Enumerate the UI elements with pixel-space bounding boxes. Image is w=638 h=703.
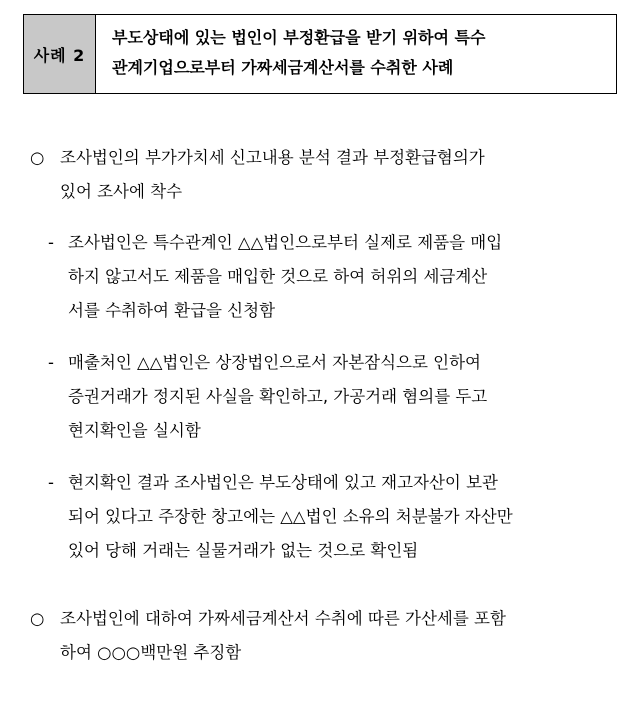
bullet-item <box>30 602 506 670</box>
sub-item <box>48 226 502 328</box>
bullet-line: 하여 ○○○백만원 추징함 <box>60 643 242 662</box>
sub-item-line: 증권거래가 정지된 사실을 확인하고, 가공거래 혐의를 두고 <box>68 387 488 406</box>
sub-item <box>48 466 513 568</box>
case-label: 사례 2 <box>24 15 96 93</box>
sub-item-line: 있어 당해 거래는 실물거래가 없는 것으로 확인됨 <box>68 541 419 560</box>
dash-bullet-icon: - <box>48 353 54 372</box>
bullet-line: 있어 조사에 착수 <box>60 182 183 201</box>
dash-bullet-icon: - <box>48 473 54 492</box>
sub-item-line: 하지 않고서도 제품을 매입한 것으로 하여 허위의 세금계산 <box>68 267 488 286</box>
circle-bullet-icon: ○ <box>30 609 45 628</box>
sub-item-line: 매출처인 △△법인은 상장법인으로서 자본잠식으로 인하여 <box>68 353 481 372</box>
sub-item-line: 현지확인을 실시함 <box>68 421 201 440</box>
bullet-line: 조사법인에 대하여 가짜세금계산서 수취에 따른 가산세를 포함 <box>60 609 506 628</box>
case-title-line: 부도상태에 있는 법인이 부정환급을 받기 위하여 특수 <box>112 28 486 47</box>
bullet-line: 조사법인의 부가가치세 신고내용 분석 결과 부정환급혐의가 <box>60 148 485 167</box>
bullet-item <box>30 141 485 209</box>
sub-item-line: 현지확인 결과 조사법인은 부도상태에 있고 재고자산이 보관 <box>68 473 498 492</box>
circle-bullet-icon: ○ <box>30 148 45 167</box>
dash-bullet-icon: - <box>48 233 54 252</box>
sub-item-line: 조사법인은 특수관계인 △△법인으로부터 실제로 제품을 매입 <box>68 233 503 252</box>
case-title-line: 관계기업으로부터 가짜세금계산서를 수취한 사례 <box>112 58 454 77</box>
case-title <box>96 15 616 93</box>
sub-item-line: 되어 있다고 주장한 창고에는 △△법인 소유의 처분불가 자산만 <box>68 507 513 526</box>
case-header-box <box>23 14 617 94</box>
sub-item-line: 서를 수취하여 환급을 신청함 <box>68 301 276 320</box>
sub-item <box>48 346 487 448</box>
